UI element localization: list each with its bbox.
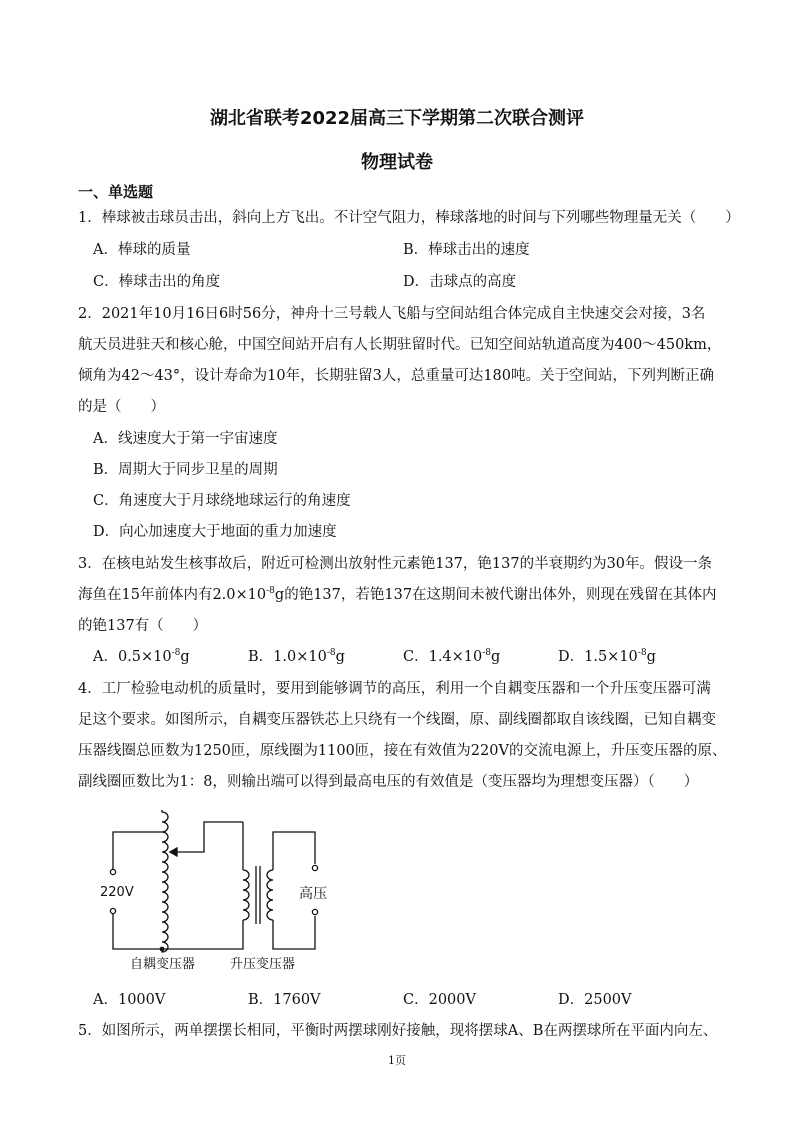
q3-stem-line: 3．在核电站发生核事故后，附近可检测出放射性元素铯137，铯137的半衰期约为30年。假设一条 xyxy=(78,556,713,572)
step-up-transformer-label: 升压变压器 xyxy=(230,957,296,972)
input-wire-top xyxy=(113,832,162,869)
q3-option-a: A．$0.5\times 10^{-8}g$ xyxy=(93,648,190,665)
autotransformer-coil xyxy=(162,810,168,952)
step-up-secondary-wire-bottom xyxy=(273,916,315,949)
q4-option-a: A．1000V xyxy=(93,992,166,1008)
q2-stem-line: 倾角为42～43°，设计寿命为10年，长期驻留3人，总重量可达180吨。关于空间站，下列判断正确 xyxy=(78,368,714,384)
q2-stem-line: 2．2021年10月16日6时56分，神舟十三号载人飞船与空间站组合体完成自主快速交会对接，3名 xyxy=(78,306,706,322)
q4-option-c: C．2000V xyxy=(403,992,476,1008)
step-up-primary-wire-bottom xyxy=(162,920,243,949)
q5-stem-line: 5．如图所示，两单摆摆长相同，平衡时两摆球刚好接触，现将摆球A、B在两摆球所在平面内向左、 xyxy=(78,1023,718,1039)
input-voltage-label: 220V xyxy=(100,885,134,900)
q4-stem-line: 4．工厂检验电动机的质量时，要用到能够调节的高压，利用一个自耦变压器和一个升压变压器可满 xyxy=(78,681,711,697)
step-up-primary-coil xyxy=(243,870,249,920)
q2-option-a: A．线速度大于第一宇宙速度 xyxy=(93,431,278,447)
output-voltage-label: 高压 xyxy=(299,886,327,902)
q3-option-c: C．$1.4\times 10^{-8}g$ xyxy=(403,648,501,665)
q2-option-b: B．周期大于同步卫星的周期 xyxy=(93,462,278,478)
step-up-secondary-wire-top xyxy=(273,832,315,870)
q1-option-b: B．棒球击出的速度 xyxy=(403,242,530,258)
page-number: 1页 xyxy=(388,1054,406,1067)
q4-stem-line: 副线圈匝数比为1：8，则输出端可以得到最高电压的有效值是（变压器均为理想变压器）（ ） xyxy=(78,774,699,790)
q1-option-c: C．棒球击出的角度 xyxy=(93,274,221,290)
output-terminal-bottom xyxy=(312,909,317,914)
exam-subtitle: 物理试卷 xyxy=(361,152,433,173)
q2-stem-line: 航天员进驻天和核心舱，中国空间站开启有人长期驻留时代。已知空间站轨道高度为400～450km， xyxy=(78,337,722,353)
q2-stem-line: 的是（ ） xyxy=(78,399,165,415)
step-up-secondary-coil xyxy=(267,870,273,920)
junction-dot xyxy=(160,947,165,952)
q4-option-b: B．1760V xyxy=(248,992,321,1008)
q2-option-d: D．向心加速度大于地面的重力加速度 xyxy=(93,524,337,540)
q3-stem-line: 海鱼在15年前体内有$2.0\times 10^{-8}g$的铯137，若铯137在这期间未被代谢出体外，则现在残留在其体内 xyxy=(78,586,717,603)
q1-option-d: D．击球点的高度 xyxy=(403,274,517,290)
q1-option-a: A．棒球的质量 xyxy=(93,242,191,258)
q4-option-d: D．2500V xyxy=(558,992,632,1008)
slider-wire xyxy=(174,822,243,852)
q3-option-d: D．$1.5\times 10^{-8}g$ xyxy=(558,648,656,665)
q4-stem-line: 压器线圈总匝数为1250匝，原线圈为1100匝，接在有效值为220V的交流电源上，升压变压器的原、 xyxy=(78,743,727,759)
exam-title: 湖北省联考2022届高三下学期第二次联合测评 xyxy=(209,108,585,129)
input-wire-bottom xyxy=(113,914,162,949)
slider-arrow xyxy=(170,848,177,856)
autotransformer-label: 自耦变压器 xyxy=(130,957,196,972)
input-terminal-bottom xyxy=(110,908,115,913)
q3-stem-line: 的铯137有（ ） xyxy=(78,618,208,634)
input-terminal-top xyxy=(110,869,115,874)
section-heading: 一、单选题 xyxy=(78,183,154,201)
q2-option-c: C．角速度大于月球绕地球运行的角速度 xyxy=(93,493,351,509)
q3-option-b: B．$1.0\times 10^{-8}g$ xyxy=(248,648,345,665)
output-terminal-top xyxy=(312,865,317,870)
transformer-circuit-diagram xyxy=(90,800,350,978)
q4-stem-line: 足这个要求。如图所示，自耦变压器铁芯上只绕有一个线圈，原、副线圈都取自该线圈，已知自耦变 xyxy=(78,712,716,728)
q1-stem: 1．棒球被击球员击出，斜向上方飞出。不计空气阻力，棒球落地的时间与下列哪些物理量无关（ ） xyxy=(78,210,740,226)
